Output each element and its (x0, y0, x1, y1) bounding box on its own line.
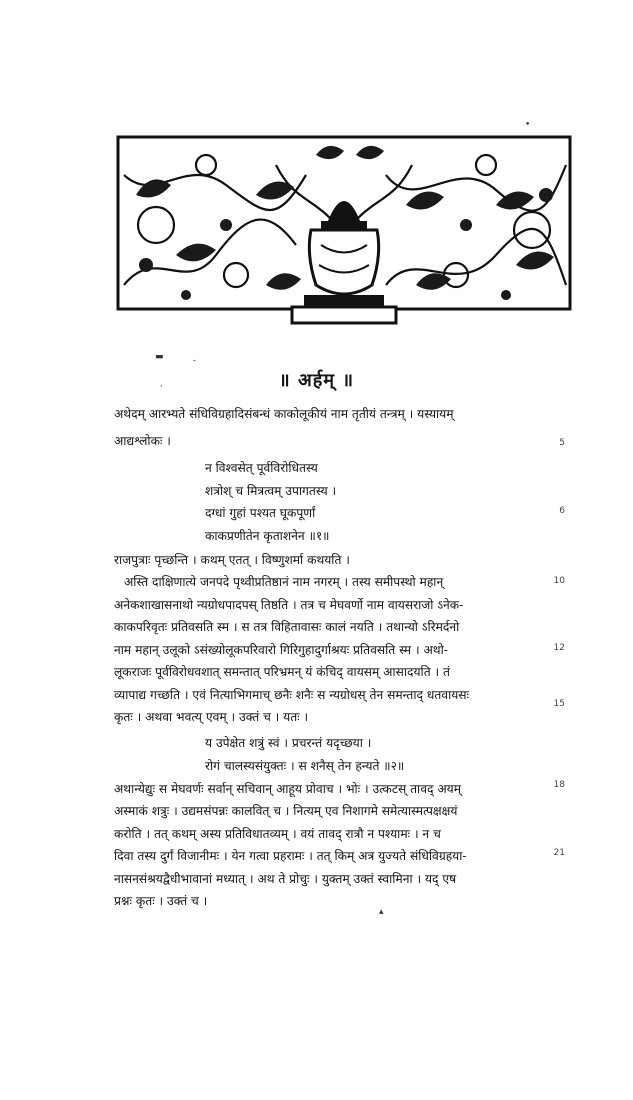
verse-line: शत्रोश् च मित्रत्वम् उपागतस्य । (205, 484, 337, 498)
verse-line: न विश्वसेत् पूर्वविरोधितस्य (205, 461, 318, 475)
page-heading: ॥ अर्हम् ॥ (278, 370, 355, 391)
text-line: काकपरिवृतः प्रतिवसति स्म । स तत्र विहितावासः कालं नयति । तथान्यो ऽरिमर्दनो (114, 620, 460, 634)
text-line: अथेदम् आरभ्यते संधिविग्रहादिसंबन्धं काकोलूकीयं नाम तृतीयं तन्त्रम् । यस्यायम् (114, 407, 454, 421)
line-number: 10 (553, 576, 565, 586)
text-line: व्यापाद्य गच्छति । एवं नित्याभिगमाच् छनैः शनैः स न्यग्रोधस् तेन समन्ताद् धतवायसः (114, 688, 470, 702)
line-number: 15 (553, 699, 565, 709)
stray-mark: · (160, 382, 163, 392)
stray-mark: ▴ (379, 907, 384, 917)
line-number: 5 (559, 438, 565, 448)
verse-line: काकप्रणीतेन कृताशनेन ॥१॥ (205, 529, 330, 543)
text-line: नाम महान् उलूको ऽसंख्योलूकपरिवारो गिरिगुहादुर्गाश्रयः प्रतिवसति स्म । अथो- (114, 643, 448, 657)
line-number: 21 (553, 848, 565, 858)
line-number: 12 (553, 643, 565, 653)
text-line: करोति । तत् कथम् अस्य प्रतिविधातव्यम् । वयं तावद् रात्रौ न पश्यामः । न च (114, 827, 441, 841)
text-line: अथान्येद्युः स मेघवर्णः सर्वान् सचिवान् आहूय प्रोवाच । भोः । उत्कटस् तावद् अयम् (114, 782, 462, 796)
text-line: दिवा तस्य दुर्गं विजानीमः । येन गत्वा प्रहरामः । तत् किम् अत्र युज्यते संधिविग्रहया- (114, 849, 467, 863)
verse-line: दग्धां गुहां पश्यत घूकपूर्णां (205, 506, 316, 520)
verse-line: रोगं चालस्यसंयुक्तः । स शनैस् तेन हन्यते ॥२॥ (205, 759, 405, 773)
text-line: कृतः । अथवा भवत्य् एवम् । उक्तं च । यतः । (114, 710, 309, 724)
text-line: अस्माकं शत्रुः । उद्यमसंपन्नः कालवित् च । नित्यम् एव निशागमे समेत्यास्मत्पक्षक्षयं (114, 804, 458, 818)
text-line: प्रश्नः कृतः । उक्तं च । (114, 894, 208, 908)
text-line: लूकराजः पूर्वविरोधवशात् समन्तात् परिभ्रमन् यं कंचिद् वायसम् आसादयति । तं (114, 665, 450, 679)
line-number: 18 (553, 780, 565, 790)
stray-mark: - (193, 356, 197, 366)
text-line: राजपुत्राः पृच्छन्ति । कथम् एतत् । विष्णुशर्मा कथयति । (114, 553, 350, 567)
text-line: अनेकशाखासनाथो न्यग्रोधपादपस् तिष्ठति । तत्र च मेघवर्णो नाम वायसराजो ऽनेक- (114, 598, 464, 612)
floral-ornament (116, 135, 572, 328)
line-number: 6 (559, 506, 565, 516)
stray-mark: ▬ (155, 352, 164, 362)
stray-mark: • (525, 120, 531, 130)
text-line: अस्ति दाक्षिणात्ये जनपदे पृथ्वीप्रतिष्ठानं नाम नगरम् । तस्य समीपस्थो महान् (124, 575, 444, 589)
text-line: आद्यश्लोकः । (114, 434, 171, 448)
text-line: नासनसंश्रयद्वैधीभावानां मध्यात् । अथ ते प्रोचुः । युक्तम् उक्तं स्वामिना । यद् एष (114, 872, 457, 886)
verse-line: य उपेक्षेत शत्रुं स्वं । प्रचरन्तं यदृच्छया । (205, 736, 372, 750)
